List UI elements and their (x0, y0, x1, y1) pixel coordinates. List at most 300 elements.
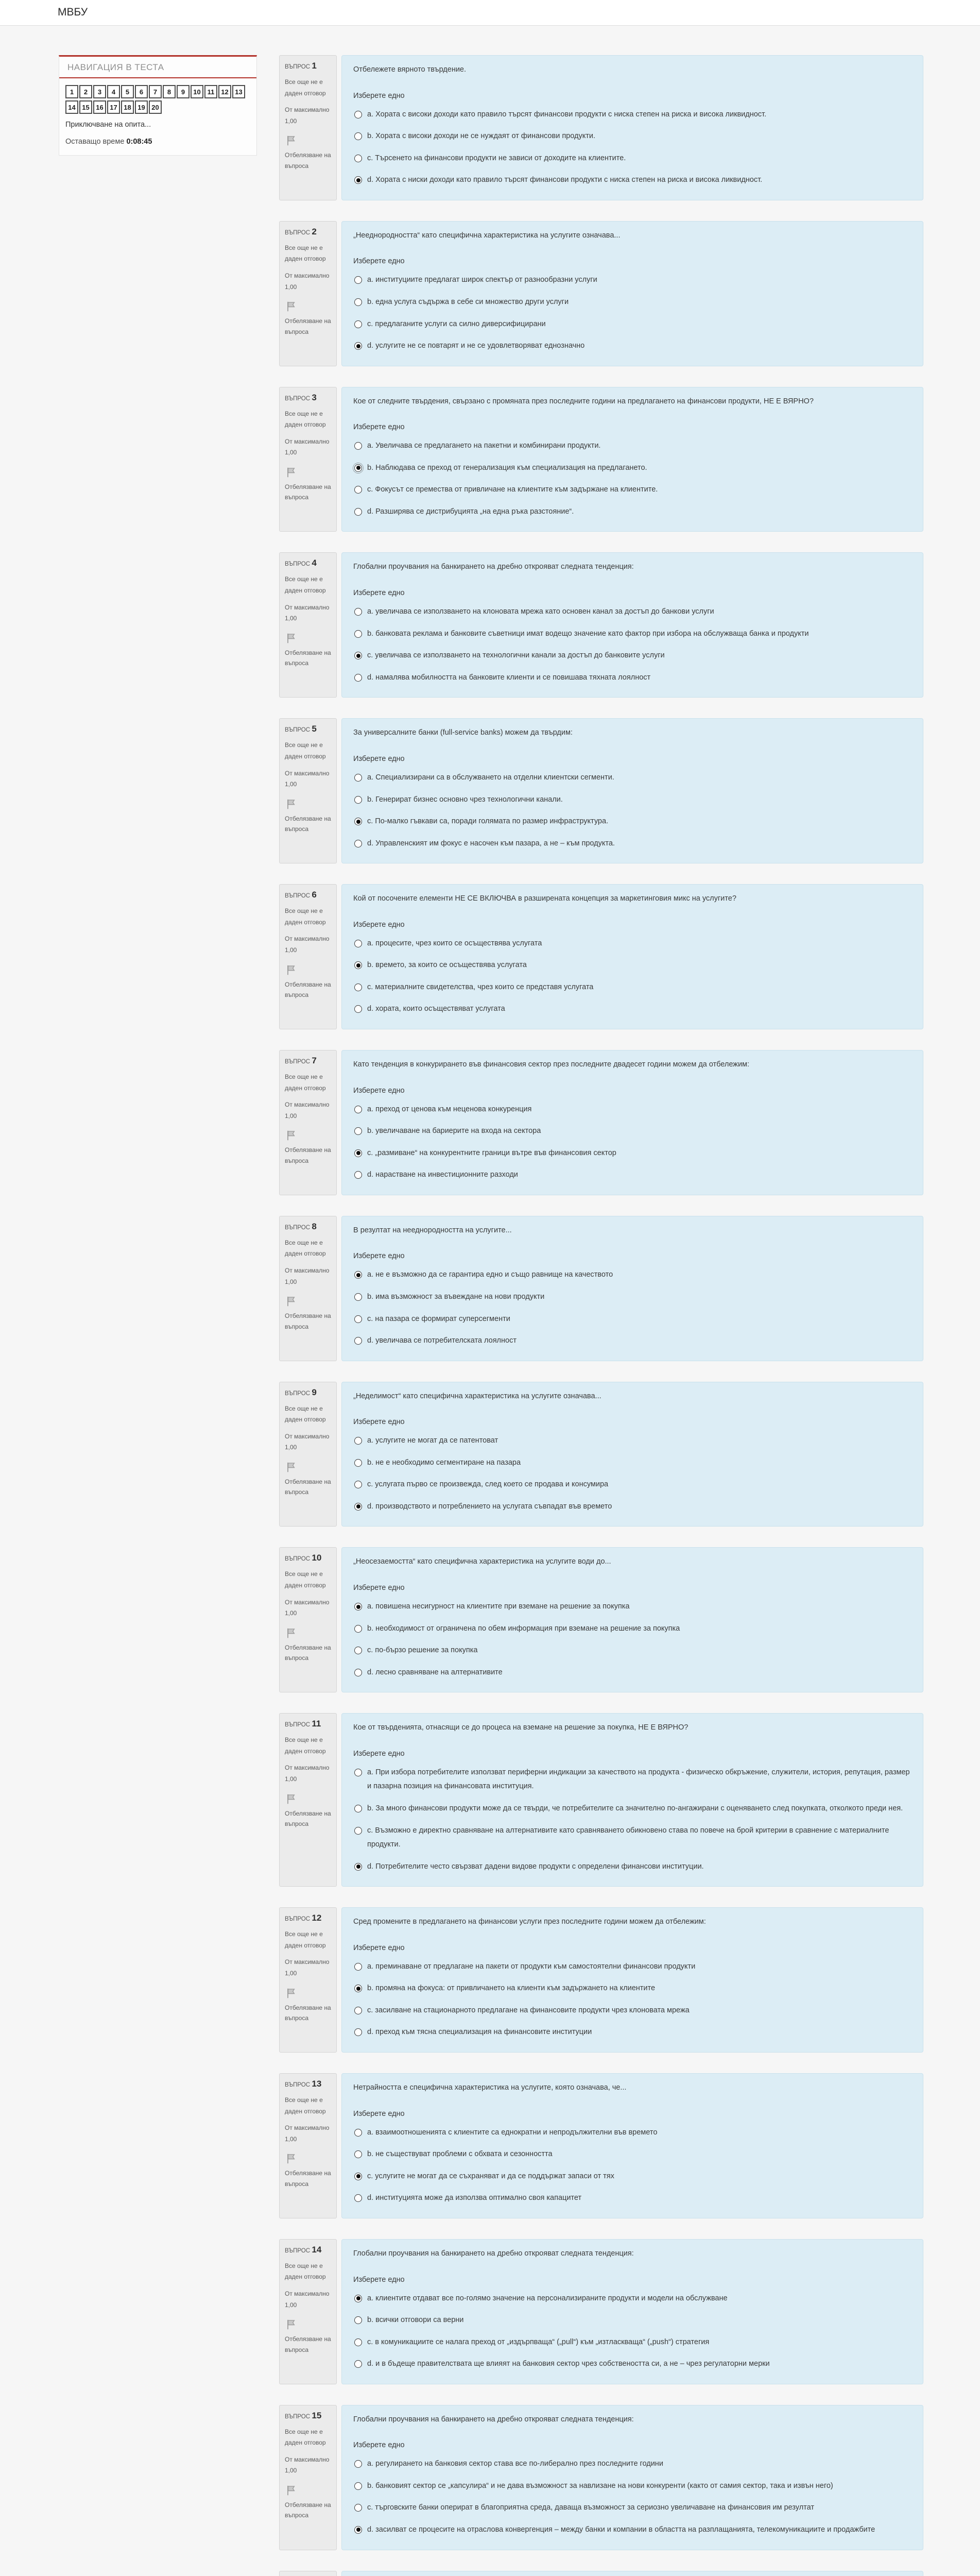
answer-option[interactable] (353, 671, 912, 685)
answer-option-label: c. на пазара се формират суперсегменти (367, 1314, 510, 1323)
answer-option[interactable] (353, 815, 912, 829)
radio-button[interactable] (354, 630, 362, 638)
answer-option-label: b. Генерират бизнес основно чрез технологични канали. (367, 795, 563, 804)
answer-option[interactable] (353, 2025, 912, 2040)
question-info-panel (279, 884, 337, 1029)
radio-button[interactable] (354, 1149, 362, 1157)
answer-option[interactable] (353, 2147, 912, 2162)
radio-button[interactable] (354, 961, 362, 969)
flag-question-link[interactable]: Отбелязване на въпроса (285, 980, 331, 998)
question-text: Кое от твърденията, отнасящи се до процеса на вземане на решение за покупка, НЕ Е ВЯРНО? (353, 1723, 689, 1732)
radio-button[interactable] (354, 1647, 362, 1654)
nav-question-button-9[interactable]: 9 (177, 85, 190, 98)
nav-question-button-17[interactable]: 17 (107, 100, 120, 114)
radio-button[interactable] (354, 486, 362, 494)
question-header (285, 890, 331, 900)
flag-question-link[interactable]: Отбелязване на въпроса (285, 483, 331, 501)
answer-option-label: d. засилват се процесите на отраслова конвергенция – между банки и компании в областта на разплащанията, телекомуникациите и продажбите (367, 2525, 875, 2534)
radio-button[interactable] (354, 774, 362, 782)
answer-options (353, 1103, 912, 1182)
flag-question-link[interactable]: Отбелязване на въпроса (285, 317, 331, 335)
flag-icon (285, 1129, 331, 1144)
answer-option[interactable] (353, 837, 912, 851)
answer-option[interactable] (353, 937, 912, 951)
question-info-panel (279, 387, 337, 532)
answer-option-label: c. материалните свидетелства, чрез които се представя услугата (367, 982, 594, 991)
radio-button[interactable] (354, 132, 362, 140)
answer-option[interactable] (353, 2292, 912, 2306)
flag-question-link[interactable]: Отбелязване на въпроса (285, 1643, 331, 1662)
answer-option[interactable] (353, 273, 912, 287)
question-max-grade: От максимално 1,00 (285, 603, 330, 622)
answer-option-label: d. институцията може да използва оптимално своя капацитет (367, 2194, 582, 2202)
radio-button[interactable] (354, 276, 362, 284)
answer-option[interactable] (353, 1860, 912, 1874)
question-number: 3 (312, 392, 317, 402)
time-remaining-label: Оставащо време (65, 138, 125, 146)
answer-option-label: b. всички отговори са верни (367, 2316, 464, 2325)
answer-options (353, 2292, 912, 2371)
answer-option-label: b. има възможност за въвеждане на нови продукти (367, 1292, 545, 1301)
radio-button[interactable] (354, 2482, 362, 2490)
radio-button[interactable] (354, 1669, 362, 1676)
question-label: ВЪПРОС (285, 2247, 311, 2254)
question-text: „Нееднородността“ като специфична характеристика на услугите означава... (353, 231, 621, 240)
question-content (341, 221, 923, 366)
question-text: Глобални проучвания на банкирането на дребно открояват следната тенденция: (353, 563, 634, 571)
radio-button[interactable] (354, 940, 362, 947)
radio-button[interactable] (354, 1481, 362, 1488)
finish-attempt-link[interactable]: Приключване на опита... (65, 121, 151, 129)
radio-button[interactable] (354, 818, 362, 825)
answer-option[interactable] (353, 1666, 912, 1680)
radio-button[interactable] (354, 464, 362, 472)
radio-button[interactable] (354, 2129, 362, 2137)
question-number: 6 (312, 890, 317, 900)
flag-icon (285, 1792, 331, 1807)
flag-icon (285, 466, 331, 481)
question-info-panel (279, 1907, 337, 2053)
question-header (285, 1056, 331, 1066)
answer-option[interactable] (353, 2335, 912, 2350)
radio-button[interactable] (354, 320, 362, 328)
radio-button[interactable] (354, 2194, 362, 2202)
answer-option[interactable] (353, 1290, 912, 1304)
answer-option[interactable] (353, 2170, 912, 2184)
radio-button[interactable] (354, 1503, 362, 1511)
question-header (285, 1222, 331, 1232)
answer-option-label: b. не съществуват проблеми с обхвата и сезонността (367, 2150, 553, 2159)
site-logo-link[interactable]: МВБУ (58, 6, 88, 18)
question-max-grade: От максимално 1,00 (285, 1266, 330, 1285)
answer-option[interactable] (353, 2523, 912, 2537)
radio-button[interactable] (354, 1805, 362, 1812)
answer-option[interactable] (353, 1500, 912, 1514)
radio-button[interactable] (354, 298, 362, 306)
answer-option[interactable] (353, 439, 912, 453)
radio-button[interactable] (354, 111, 362, 118)
answer-option-label: a. взаимоотношенията с клиентите са еднократни и непродължителни във времето (367, 2128, 658, 2137)
radio-button[interactable] (354, 2526, 362, 2534)
question-label: ВЪПРОС (285, 561, 311, 568)
answer-option-label: b. банковата реклама и банковите съветници имат водещо значение като фактор при избора на обслужваща банка и продукти (367, 629, 809, 638)
nav-question-button-12[interactable]: 12 (218, 85, 231, 98)
question-number: 12 (312, 1913, 322, 1923)
radio-button[interactable] (354, 442, 362, 450)
question-status: Все още не е даден отговор (285, 78, 326, 97)
question-status: Все още не е даден отговор (285, 410, 326, 429)
answer-option-label: a. увеличава се използването на клоновата мрежа като основен канал за достъп до банкови услуги (367, 607, 714, 616)
radio-button[interactable] (354, 1005, 362, 1013)
answer-option[interactable] (353, 1168, 912, 1182)
time-remaining-value: 0:08:45 (126, 138, 152, 146)
answer-options (353, 605, 912, 685)
answer-option[interactable] (353, 1766, 912, 1794)
question-text: „Неосезаемостта“ като специфична характеристика на услугите води до... (353, 1557, 611, 1566)
radio-button[interactable] (354, 2028, 362, 2036)
question-block (279, 1050, 923, 1195)
nav-question-button-7[interactable]: 7 (149, 85, 162, 98)
question-info-panel (279, 718, 337, 863)
question-block (279, 1907, 923, 2053)
nav-question-button-13[interactable]: 13 (232, 85, 245, 98)
answer-options (353, 2126, 912, 2206)
question-block (279, 552, 923, 698)
answer-option[interactable] (353, 2479, 912, 2494)
radio-button[interactable] (354, 1437, 362, 1445)
question-text: Глобални проучвания на банкирането на дребно открояват следната тенденция: (353, 2415, 634, 2424)
answer-options (353, 1766, 912, 1874)
question-text: В резултат на нееднородността на услугите... (353, 1226, 512, 1234)
question-label: ВЪПРОС (285, 1916, 311, 1923)
question-block (279, 2073, 923, 2218)
answer-option[interactable] (353, 1600, 912, 1614)
question-label: ВЪПРОС (285, 1390, 311, 1397)
questions-column (279, 55, 923, 2576)
radio-button[interactable] (354, 1271, 362, 1279)
answer-options (353, 1268, 912, 1348)
answer-option[interactable] (353, 2357, 912, 2371)
nav-question-button-20[interactable]: 20 (149, 100, 162, 114)
answer-option[interactable] (353, 461, 912, 476)
answer-option-label: a. Специализирани са в обслужването на отделни клиентски сегменти. (367, 773, 614, 782)
answer-option-label: c. засилване на стационарното предлагане на финансовите продукти чрез клоновата мрежа (367, 2006, 690, 2014)
answer-option-label: a. Увеличава се предлагането на пакетни и комбинирани продукти. (367, 442, 601, 450)
answer-option[interactable] (353, 108, 912, 122)
answer-options (353, 937, 912, 1016)
radio-button[interactable] (354, 2504, 362, 2512)
question-header (285, 61, 331, 71)
answer-option-label: c. „размиване“ на конкурентните граници вътре във финансовия сектор (367, 1148, 616, 1157)
radio-button[interactable] (354, 2173, 362, 2180)
question-number: 11 (312, 1719, 321, 1729)
answer-option[interactable] (353, 1268, 912, 1282)
flag-icon (285, 1987, 331, 2002)
radio-button[interactable] (354, 1603, 362, 1611)
flag-question-link[interactable]: Отбелязване на въпроса (285, 2501, 331, 2519)
answer-option[interactable] (353, 1643, 912, 1658)
answer-option-label: d. и в бъдеще правителствата ще влияят на банковия сектор чрез собствеността си, а не – чрез регулаторни мерки (367, 2360, 770, 2368)
radio-button[interactable] (354, 1625, 362, 1633)
radio-button[interactable] (354, 2316, 362, 2324)
radio-button[interactable] (354, 1769, 362, 1776)
answer-option-label: d. производството и потреблението на услугата съвпадат във времето (367, 1502, 612, 1511)
answer-option[interactable] (353, 1824, 912, 1852)
nav-question-button-8[interactable]: 8 (163, 85, 176, 98)
radio-button[interactable] (354, 796, 362, 804)
answer-option-label: c. услугите не могат да се съхраняват и да се поддържат запаси от тях (367, 2172, 614, 2180)
radio-button[interactable] (354, 508, 362, 516)
answer-option[interactable] (353, 2501, 912, 2515)
answer-option-label: a. услугите не могат да се патентоват (367, 1436, 498, 1445)
answer-option-label: a. Хората с високи доходи като правило търсят финансови продукти с ниска степен на риска и висока ликвидност. (367, 110, 767, 118)
radio-button[interactable] (354, 1171, 362, 1179)
answer-option[interactable] (353, 1960, 912, 1974)
answer-option[interactable] (353, 1334, 912, 1348)
question-label: ВЪПРОС (285, 893, 311, 900)
question-info-panel (279, 55, 337, 200)
answer-option-label: d. преход към тясна специализация на финансовите институции (367, 2028, 592, 2037)
radio-button[interactable] (354, 2338, 362, 2346)
radio-button[interactable] (354, 1863, 362, 1871)
flag-question-link[interactable]: Отбелязване на въпроса (285, 815, 331, 833)
question-info-panel (279, 2405, 337, 2550)
question-info-panel (279, 1216, 337, 1361)
question-label: ВЪПРОС (285, 1058, 311, 1065)
question-max-grade: От максимално 1,00 (285, 2124, 330, 2143)
radio-button[interactable] (354, 2150, 362, 2158)
question-max-grade: От максимално 1,00 (285, 272, 330, 291)
nav-question-button-11[interactable]: 11 (204, 85, 217, 98)
radio-button[interactable] (354, 1127, 362, 1135)
answer-option-label: a. При избора потребителите използват периферни индикации за качеството на продукта - физическо обкръжение, служители, история, репутация, размер и пазарна позиция на финансовата институция. (367, 1768, 910, 1791)
choose-one-label: Изберете едно (353, 1584, 405, 1592)
flag-icon (285, 300, 331, 315)
question-number: 13 (312, 2079, 322, 2089)
answer-option[interactable] (353, 2126, 912, 2140)
answer-option[interactable] (353, 627, 912, 641)
answer-option-label: b. една услуга съдържа в себе си множество други услуги (367, 298, 569, 307)
question-block (279, 55, 923, 200)
answer-option-label: b. не е необходимо сегментиране на пазара (367, 1458, 521, 1467)
flag-question-link[interactable]: Отбелязване на въпроса (285, 2004, 331, 2022)
question-number: 7 (312, 1055, 317, 1065)
answer-option-label: a. регулирането на банковия сектор става все по-либерално през последните години (367, 2460, 663, 2468)
question-max-grade: От максимално 1,00 (285, 935, 330, 954)
radio-button[interactable] (354, 1337, 362, 1345)
answer-option[interactable] (353, 1002, 912, 1016)
nav-question-button-18[interactable]: 18 (121, 100, 134, 114)
radio-button[interactable] (354, 1827, 362, 1835)
answer-option-label: b. промяна на фокуса: от привличането на клиенти към задържането на клиентите (367, 1984, 656, 1993)
answer-option-label: c. по-бързо решение за покупка (367, 1646, 478, 1655)
nav-question-button-6[interactable]: 6 (135, 85, 148, 98)
flag-question-link[interactable]: Отбелязване на въпроса (285, 1809, 331, 1828)
answer-options (353, 108, 912, 188)
radio-button[interactable] (354, 2295, 362, 2302)
flag-question-link[interactable]: Отбелязване на въпроса (285, 1312, 331, 1330)
question-header (285, 393, 331, 403)
question-content (341, 718, 923, 863)
answer-option[interactable] (353, 295, 912, 310)
question-block (279, 387, 923, 532)
question-info-panel (279, 2239, 337, 2384)
radio-button[interactable] (354, 2460, 362, 2468)
question-max-grade: От максимално 1,00 (285, 1958, 330, 1977)
question-max-grade: От максимално 1,00 (285, 769, 330, 788)
answer-option[interactable] (353, 1124, 912, 1139)
choose-one-label: Изберете едно (353, 1943, 405, 1952)
question-info-panel (279, 1547, 337, 1692)
question-text: „Неделимост“ като специфична характеристика на услугите означава... (353, 1392, 601, 1400)
question-header (285, 1553, 331, 1563)
radio-button[interactable] (354, 1459, 362, 1467)
question-content (341, 2571, 923, 2576)
answer-option[interactable] (353, 2004, 912, 2018)
answer-option[interactable] (353, 958, 912, 973)
question-label: ВЪПРОС (285, 229, 311, 236)
question-number: 2 (312, 226, 317, 236)
answer-options (353, 1960, 912, 2040)
flag-icon (285, 963, 331, 978)
answer-option[interactable] (353, 2191, 912, 2206)
answer-option[interactable] (353, 1802, 912, 1816)
question-block (279, 2239, 923, 2384)
question-label: ВЪПРОС (285, 727, 311, 734)
question-block (279, 2571, 923, 2576)
answer-option[interactable] (353, 980, 912, 995)
radio-button[interactable] (354, 1985, 362, 1992)
flag-question-link[interactable]: Отбелязване на въпроса (285, 649, 331, 667)
choose-one-label: Изберете едно (353, 91, 405, 100)
answer-option[interactable] (353, 339, 912, 353)
choose-one-label: Изберете едно (353, 423, 405, 432)
answer-option[interactable] (353, 1622, 912, 1636)
flag-question-link[interactable]: Отбелязване на въпроса (285, 2335, 331, 2353)
radio-button[interactable] (354, 840, 362, 848)
question-status: Все още не е даден отговор (285, 1930, 326, 1949)
answer-option-label: d. хората, които осъществяват услугата (367, 1005, 505, 1013)
answer-option[interactable] (353, 771, 912, 785)
flag-question-link[interactable]: Отбелязване на въпроса (285, 1478, 331, 1496)
answer-option[interactable] (353, 793, 912, 807)
questions-container (279, 55, 923, 2576)
answer-option[interactable] (353, 505, 912, 519)
question-text: Нетрайността е специфична характеристика на услугите, която означава, че... (353, 2083, 627, 2092)
question-header (285, 2079, 331, 2089)
answer-option[interactable] (353, 1103, 912, 1117)
choose-one-label: Изберете едно (353, 1086, 405, 1095)
nav-question-button-5[interactable]: 5 (121, 85, 134, 98)
radio-button[interactable] (354, 342, 362, 350)
question-label: ВЪПРОС (285, 1556, 311, 1563)
answer-option[interactable] (353, 605, 912, 619)
answer-option[interactable] (353, 649, 912, 663)
radio-button[interactable] (354, 2007, 362, 2014)
nav-question-button-15[interactable]: 15 (79, 100, 92, 114)
nav-question-button-16[interactable]: 16 (93, 100, 106, 114)
nav-question-button-14[interactable]: 14 (65, 100, 78, 114)
question-status: Все още не е даден отговор (285, 575, 326, 595)
choose-one-label: Изберете едно (353, 2109, 405, 2118)
answer-option-label: b. Наблюдава се преход от генерализация към специализация на предлагането. (367, 463, 647, 472)
answer-option[interactable] (353, 1981, 912, 1996)
radio-button[interactable] (354, 155, 362, 162)
nav-question-button-10[interactable]: 10 (191, 85, 203, 98)
answer-option[interactable] (353, 317, 912, 332)
question-info-panel (279, 1713, 337, 1887)
radio-button[interactable] (354, 1106, 362, 1113)
answer-option[interactable] (353, 1146, 912, 1161)
answer-option[interactable] (353, 1478, 912, 1492)
radio-button[interactable] (354, 1963, 362, 1971)
flag-icon (285, 798, 331, 812)
radio-button[interactable] (354, 674, 362, 682)
question-status: Все още не е даден отговор (285, 2428, 326, 2447)
nav-question-button-1[interactable]: 1 (65, 85, 78, 98)
radio-button[interactable] (354, 1293, 362, 1301)
quiz-nav-grid (65, 85, 250, 116)
nav-question-button-19[interactable]: 19 (135, 100, 148, 114)
question-number: 14 (312, 2244, 322, 2255)
nav-question-button-2[interactable]: 2 (79, 85, 92, 98)
radio-button[interactable] (354, 1315, 362, 1323)
choose-one-label: Изберете едно (353, 754, 405, 763)
answer-option[interactable] (353, 1456, 912, 1470)
radio-button[interactable] (354, 608, 362, 616)
answer-option[interactable] (353, 151, 912, 166)
radio-button[interactable] (354, 176, 362, 184)
answer-option[interactable] (353, 2457, 912, 2471)
answer-option-label: d. увеличава се потребителската лоялност (367, 1336, 517, 1345)
question-number: 9 (312, 1387, 317, 1397)
radio-button[interactable] (354, 2360, 362, 2368)
answer-option[interactable] (353, 1312, 912, 1327)
answer-option-label: b. Хората с високи доходи не се нуждаят от финансови продукти. (367, 132, 595, 141)
question-content (341, 1050, 923, 1195)
answer-option[interactable] (353, 2313, 912, 2328)
flag-icon (285, 2152, 331, 2167)
question-status: Все още не е даден отговор (285, 1570, 326, 1589)
flag-question-link[interactable]: Отбелязване на въпроса (285, 151, 331, 170)
answer-option-label: a. институциите предлагат широк спектър от разнообразни услуги (367, 276, 597, 284)
question-max-grade: От максимално 1,00 (285, 1432, 330, 1451)
answer-option[interactable] (353, 129, 912, 144)
answer-option-label: b. За много финансови продукти може да се твърди, че потребителите са значително по-ангажирани с оценяването след покупката, отколкото преди нея. (367, 1804, 903, 1813)
radio-button[interactable] (354, 984, 362, 991)
answer-options (353, 771, 912, 851)
flag-question-link[interactable]: Отбелязване на въпроса (285, 2170, 331, 2188)
choose-one-label: Изберете едно (353, 2275, 405, 2284)
flag-question-link[interactable]: Отбелязване на въпроса (285, 1146, 331, 1164)
answer-option-label: b. времето, за които се осъществява услугата (367, 961, 527, 970)
question-content (341, 2239, 923, 2384)
question-info-panel (279, 1382, 337, 1527)
radio-button[interactable] (354, 652, 362, 659)
question-number: 5 (312, 724, 317, 734)
question-label: ВЪПРОС (285, 2413, 311, 2420)
answer-option-label: c. Възможно е директно сравняване на алтернативите като сравняването обикновено става по повече на брой критерии в сравнение с материалните продукти. (367, 1826, 889, 1849)
answer-option[interactable] (353, 483, 912, 497)
question-status: Все още не е даден отговор (285, 1736, 326, 1755)
answer-option-label: b. банковият сектор се „капсулира“ и не дава възможност за навлизане на нови конкуренти (както от самия сектор, така и извън него) (367, 2481, 833, 2490)
flag-icon (285, 1295, 331, 1310)
nav-question-button-4[interactable]: 4 (107, 85, 120, 98)
nav-question-button-3[interactable]: 3 (93, 85, 106, 98)
question-number: 10 (312, 1553, 322, 1563)
answer-option[interactable] (353, 1434, 912, 1448)
answer-option[interactable] (353, 173, 912, 188)
